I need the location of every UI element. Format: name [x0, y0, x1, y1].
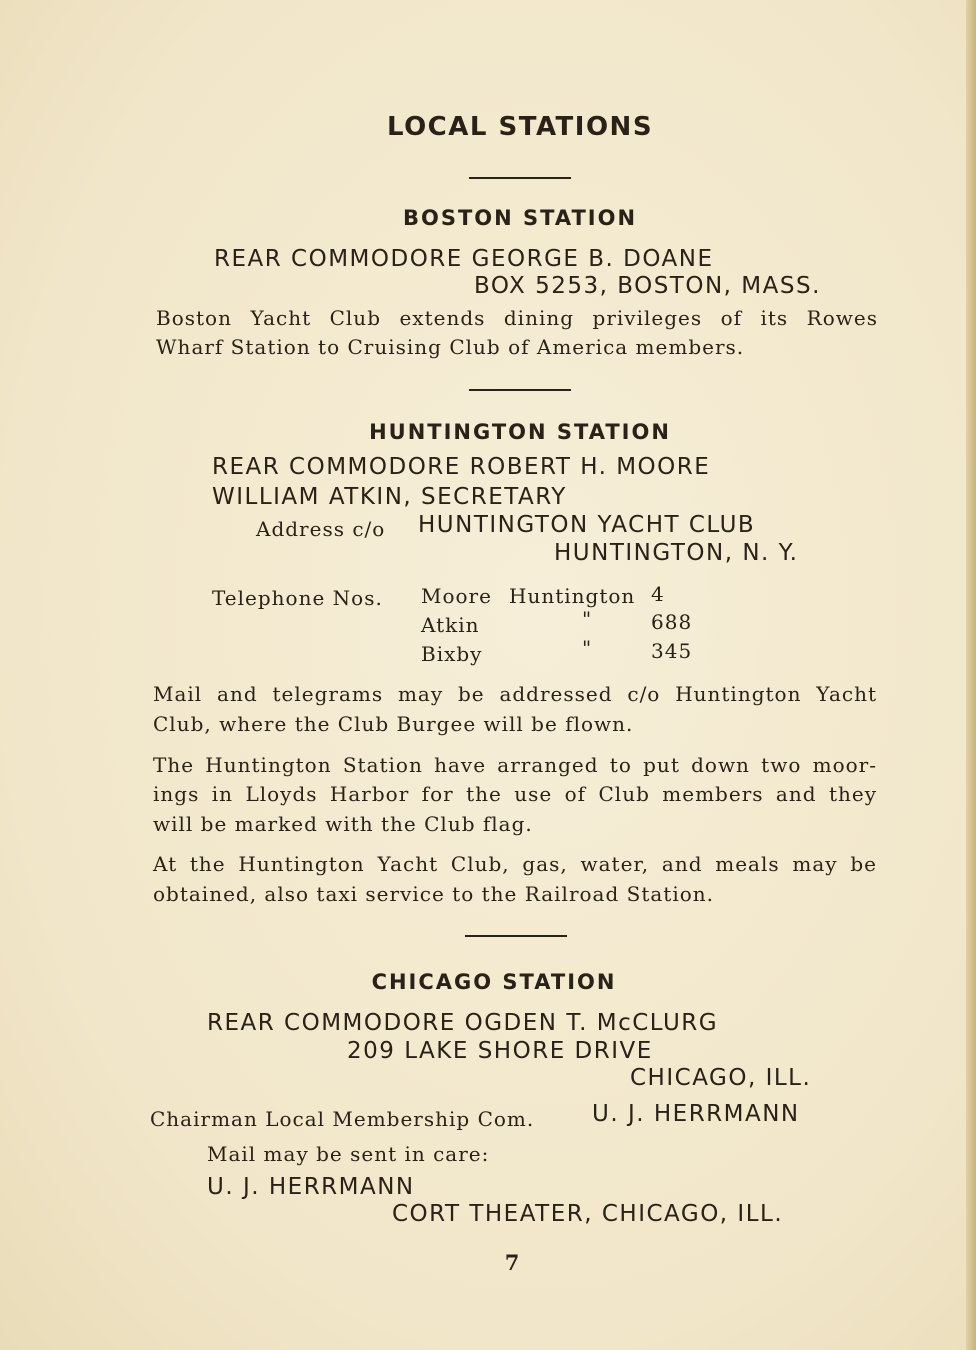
phone-number: 345 [651, 639, 693, 663]
phone-name: Bixby [421, 642, 483, 666]
telephone-label: Telephone Nos. [212, 586, 383, 610]
huntington-para3-line1: At the Huntington Yacht Club, gas, water, and meals may be [153, 852, 877, 876]
huntington-heading: HUNTINGTON STATION [369, 420, 671, 444]
page-title: LOCAL STATIONS [386, 112, 654, 142]
divider-2 [469, 389, 571, 391]
phone-exchange: Huntington [509, 584, 636, 608]
huntington-para2-line3: will be marked with the Club flag. [153, 812, 533, 836]
phone-exchange: " [582, 636, 593, 660]
boston-heading: BOSTON STATION [402, 206, 638, 230]
care-address: CORT THEATER, CHICAGO, ILL. [392, 1201, 784, 1227]
page-number: 7 [504, 1250, 520, 1275]
boston-commodore: REAR COMMODORE GEORGE B. DOANE [214, 246, 714, 272]
divider-1 [469, 177, 571, 179]
phone-number: 688 [651, 610, 693, 634]
phone-number: 4 [651, 582, 665, 606]
chicago-mail-note: Mail may be sent in care: [207, 1142, 490, 1166]
huntington-town: HUNTINGTON, N. Y. [554, 540, 799, 566]
chairman-label: Chairman Local Membership Com. [150, 1107, 535, 1131]
boston-address: BOX 5253, BOSTON, MASS. [474, 273, 821, 299]
phone-exchange: " [582, 607, 593, 631]
chicago-street: 209 LAKE SHORE DRIVE [347, 1038, 653, 1064]
divider-3 [465, 935, 567, 937]
huntington-para3-line2: obtained, also taxi service to the Railroad Station. [153, 882, 715, 906]
chairman-name: U. J. HERRMANN [592, 1101, 800, 1127]
care-name: U. J. HERRMANN [207, 1174, 415, 1200]
boston-note-line2: Wharf Station to Cruising Club of America members. [156, 335, 745, 359]
huntington-para1-line1: Mail and telegrams may be addressed c/o Huntington Yacht [153, 682, 877, 706]
huntington-address-prefix: Address c/o [256, 517, 386, 541]
phone-name: Moore [421, 584, 492, 608]
chicago-commodore: REAR COMMODORE OGDEN T. McCLURG [207, 1010, 719, 1036]
huntington-para2-line2: ings in Lloyds Harbor for the use of Club members and they [153, 782, 877, 806]
chicago-heading: CHICAGO STATION [371, 970, 617, 994]
huntington-secretary: WILLIAM ATKIN, SECRETARY [212, 484, 567, 510]
huntington-commodore: REAR COMMODORE ROBERT H. MOORE [212, 454, 711, 480]
huntington-para1-line2: Club, where the Club Burgee will be flown. [153, 712, 634, 736]
boston-note-line1: Boston Yacht Club extends dining privileges of its Rowes [156, 306, 878, 330]
huntington-para2-line1: The Huntington Station have arranged to put down two moor- [153, 753, 877, 777]
chicago-city: CHICAGO, ILL. [630, 1065, 812, 1091]
phone-name: Atkin [421, 613, 480, 637]
huntington-club: HUNTINGTON YACHT CLUB [418, 512, 756, 538]
page-edge [966, 0, 976, 1350]
